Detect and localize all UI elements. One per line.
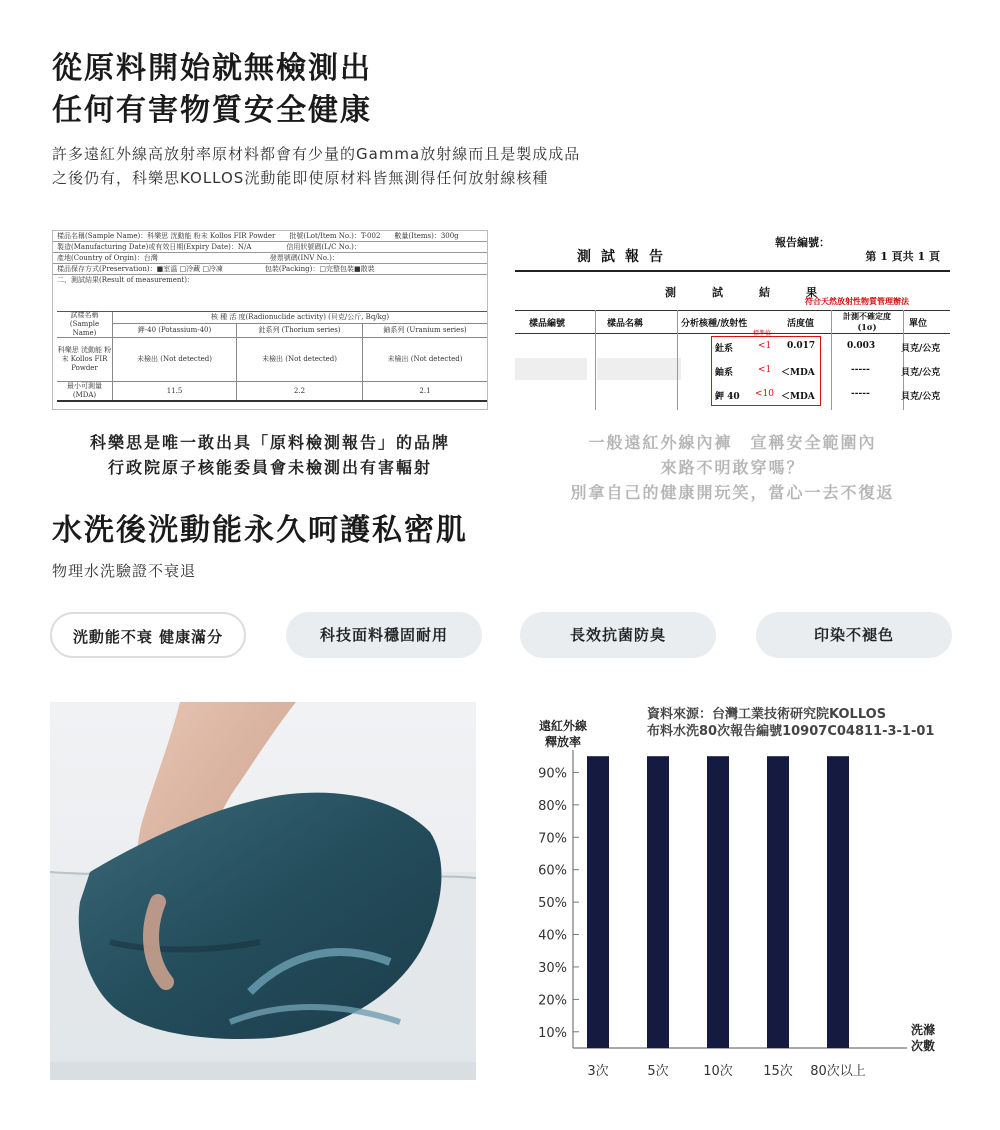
report-std: <1 xyxy=(758,365,772,375)
x-tick-label: 80次以上 xyxy=(810,1064,866,1079)
y-tick-label: 50% xyxy=(538,896,567,912)
report-header-row xyxy=(515,310,950,334)
chart-bar xyxy=(767,756,789,1048)
feature-pill-colorfast[interactable]: 印染不褪色 xyxy=(756,612,952,658)
raw-material-test-report xyxy=(52,230,488,410)
report-uncertainty: 0.003 xyxy=(847,341,876,351)
report-uncertainty: ----- xyxy=(851,365,870,375)
report-header-activity: 核 種 活 度(Radionuclide activity) (貝克/公斤, Bq/kg) xyxy=(113,312,487,324)
report-activity: ＜MDA xyxy=(781,392,815,402)
report-row: 二、測試結果(Result of measurement)： xyxy=(57,276,194,284)
divider xyxy=(831,310,832,410)
report-unit: 貝克/公克 xyxy=(901,392,941,402)
report-std-label: 標準值 xyxy=(753,330,772,337)
chart-bar xyxy=(587,756,609,1048)
washing-photo xyxy=(50,702,476,1080)
report-std: <10 xyxy=(755,389,774,399)
feature-pill-fabric[interactable]: 科技面料穩固耐用 xyxy=(286,612,482,658)
y-tick-label: 70% xyxy=(538,831,567,847)
grey-cell xyxy=(515,358,587,380)
report-mda-value: 11.5 xyxy=(113,382,237,400)
report-header: 分析核種/放射性 xyxy=(681,319,748,329)
report-number: 報告編號： xyxy=(775,236,830,249)
chart-bar xyxy=(827,756,849,1048)
report-nuclide: 釷系 xyxy=(715,344,734,354)
report-value: 未檢出 (Not detected) xyxy=(387,355,463,363)
intro-line: 許多遠紅外線高放射率原材料都會有少量的Gamma放射線而且是製成成品 xyxy=(52,145,581,163)
report-mda-value: 2.1 xyxy=(419,386,431,395)
caption-line: 一般遠紅外線內褲 宣稱安全範圍內 xyxy=(588,433,877,452)
wash-chart xyxy=(515,700,960,1095)
caption-line: 行政院原子核能委員會未檢測出有害輻射 xyxy=(107,458,432,477)
chart-title: 資料來源：台灣工業技術研究院KOLLOS xyxy=(647,707,887,722)
y-tick-label: 30% xyxy=(538,960,567,976)
report-note: 符合天然放射性物質管理辦法 xyxy=(805,296,909,306)
section1-title-line: 從原料開始就無檢測出 xyxy=(52,51,372,86)
chart-bar xyxy=(647,756,669,1048)
report-header-thorium: 釷系列 (Thorium series) xyxy=(237,324,363,337)
x-tick-label: 5次 xyxy=(647,1064,669,1079)
report-header-k40: 鉀-40 (Potassium-40) xyxy=(113,324,237,337)
section2-title: 水洗後洸動能永久呵護私密肌 xyxy=(52,513,468,548)
x-tick-label: 15次 xyxy=(763,1064,793,1079)
chart-xlabel: 次數 xyxy=(910,1039,936,1053)
y-tick-label: 80% xyxy=(538,798,567,814)
report-unit: 貝克/公克 xyxy=(901,344,941,354)
caption-line: 科樂思是唯一敢出具「原料檢測報告」的品牌 xyxy=(89,433,450,452)
report-value: 未檢出 (Not detected) xyxy=(237,338,363,381)
report-nuclide: 鈾系 xyxy=(715,368,734,378)
report-header: 樣品名稱 xyxy=(607,319,644,329)
report-mda-value: 2.2 xyxy=(237,382,363,400)
report-activity: 0.017 xyxy=(787,341,816,351)
report-unit: 貝克/公克 xyxy=(901,368,941,378)
caption-line: 來路不明敢穿嗎？ xyxy=(660,458,805,477)
washing-illustration xyxy=(50,702,476,1080)
report-sample-name: 科樂思 洸動能 粉末 Kollos FIR Powder xyxy=(57,338,113,381)
intro-line: 之後仍有，科樂思KOLLOS洸動能即使原材料皆無測得任何放射線核種 xyxy=(52,169,549,187)
feature-pill-antibacterial[interactable]: 長效抗菌防臭 xyxy=(520,612,716,658)
report-row: 樣品保存方式(Preservation)：■室溫 □冷藏 □冷凍 包裝(Packing)：□完整包裝■散裝 xyxy=(53,264,487,275)
grey-cell xyxy=(597,358,681,380)
y-tick-label: 60% xyxy=(538,863,567,879)
report-row: 製造(Manufacturing Date)或有效日期(Expiry Date)：N/A 信用狀號碼(L/C No.)： xyxy=(53,242,487,253)
report-uncertainty: ----- xyxy=(851,389,870,399)
chart-subtitle: 布料水洗80次報告編號10907C04811-3-1-01 xyxy=(647,724,935,739)
report-header: 樣品編號 xyxy=(529,319,566,329)
divider xyxy=(515,270,950,272)
section1-title-line: 任何有害物質安全健康 xyxy=(52,93,372,128)
report-mda-label: 最小可測量 (MDA) xyxy=(57,382,113,400)
report-row: 樣品名稱(Sample Name)：科樂思 洸動能 粉末 Kollos FIR Powder 批號(Lot/Item No.)：T-002 數量(Items)：300g xyxy=(53,231,487,242)
report-activity: ＜MDA xyxy=(781,368,815,378)
report-title: 測試報告 xyxy=(577,249,673,265)
section1-intro xyxy=(52,142,692,190)
y-tick-label: 20% xyxy=(538,993,567,1009)
report-value: 未檢出 (Not detected) xyxy=(113,338,237,381)
report-header: 活度值 xyxy=(787,319,815,329)
report-table xyxy=(57,311,487,410)
chart-bar xyxy=(707,756,729,1048)
report-header-uranium: 鈾系列 (Uranium series) xyxy=(383,325,467,334)
report-results-heading: 測試結果 xyxy=(665,286,853,299)
divider xyxy=(595,310,596,410)
y-tick-label: 40% xyxy=(538,928,567,944)
report-header: 單位 xyxy=(909,319,928,329)
report-row: 產地(Country of Orgin)：台灣 發票號碼(INV No.)： xyxy=(53,253,487,264)
generic-test-report xyxy=(515,228,950,410)
caption-right xyxy=(515,430,950,505)
caption-line: 別拿自己的健康開玩笑，當心一去不復返 xyxy=(570,483,895,502)
chart-xlabel: 洗滌 xyxy=(910,1023,936,1037)
x-tick-label: 10次 xyxy=(703,1064,733,1079)
section1-title xyxy=(52,48,372,132)
chart-ylabel: 釋放率 xyxy=(544,735,582,749)
divider xyxy=(677,310,678,410)
chart-svg xyxy=(515,700,960,1095)
report-nuclide: 鉀 40 xyxy=(715,392,740,402)
report-header-name: 試樣名稱 (Sample Name) xyxy=(57,312,113,337)
report-std: <1 xyxy=(758,341,772,351)
chart-ylabel: 遠紅外線 xyxy=(538,719,588,733)
report-page: 第 1 頁共 1 頁 xyxy=(865,250,940,263)
y-tick-label: 10% xyxy=(538,1025,567,1041)
report-header: 計測不確定度 (1σ) xyxy=(843,311,891,332)
section2-subtitle: 物理水洗驗證不衰退 xyxy=(52,562,197,580)
feature-pill-energy[interactable]: 洸動能不衰 健康滿分 xyxy=(50,612,246,658)
x-tick-label: 3次 xyxy=(587,1064,609,1079)
caption-left xyxy=(52,430,488,480)
y-tick-label: 90% xyxy=(538,766,567,782)
